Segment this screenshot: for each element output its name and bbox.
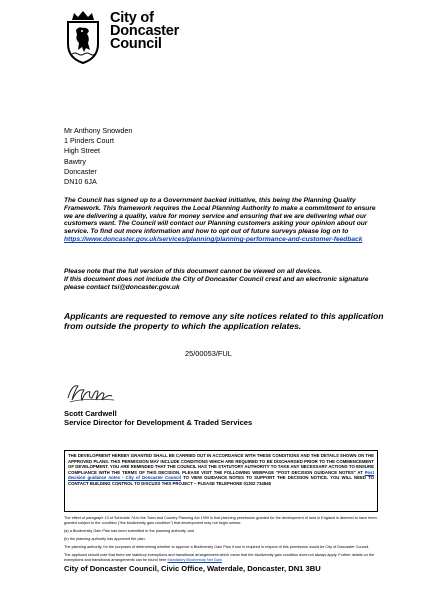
- version-note-line-1: Please note that the full version of this document cannot be viewed on all devices.: [64, 268, 322, 275]
- address-line-2: High Street: [64, 146, 100, 156]
- recipient-address: [64, 126, 132, 187]
- version-note-line-2: If this document does not include the City of Doncaster Council crest and an electronic signature please contact tsi@doncaster.gov.uk: [64, 275, 369, 291]
- bng-note-2: (a) a Biodiversity Gain Plan has been submitted to the planning authority, and: [64, 529, 194, 533]
- address-line-4: Doncaster: [64, 166, 97, 176]
- recipient-name: Mr Anthony Snowden: [64, 126, 133, 135]
- document-version-note: [64, 268, 384, 291]
- signatory-name: Scott Cardwell: [64, 409, 117, 418]
- biodiversity-net-gain-link[interactable]: Mandatory Biodiversity Net Gain: [167, 558, 222, 562]
- signatory-title: Service Director for Development & Traded Services: [64, 418, 253, 427]
- planning-feedback-link[interactable]: https://www.doncaster.gov.uk/services/planning/planning-performance-and-customer-feedback: [64, 235, 363, 243]
- council-logo: [60, 10, 260, 68]
- post-decision-guidance-link[interactable]: Post decision guidance notes - City of Doncaster Council: [68, 469, 374, 481]
- council-name-line-3: Council: [110, 36, 162, 52]
- council-name: [110, 12, 179, 51]
- signatory-block: [64, 409, 252, 427]
- council-name-line-2: Doncaster: [110, 23, 180, 39]
- council-name-line-1: City of: [110, 10, 154, 26]
- signature-image: [64, 378, 124, 406]
- conditions-text: THE DEVELOPMENT HEREBY GRANTED SHALL BE CARRIED OUT IN ACCORDANCE WITH THESE CONDITIONS AND THE DETAILS SHOWN ON THE APPROVED PLANS. THIS PERMISSION MAY INCLUDE CONDITIONS WHICH ARE REQUIRED TO BE DISCHARGED PRIOR TO THE COMMENCEMENT OF DEVELOPMENT. YOU ARE REMINDED THAT THE COUNCIL HAS THE STATUTORY AUTHORITY TO TAKE ANY NECESSARY ACTIONS TO ENSURE COMPLIANCE WITH THE TERMS OF THIS DECISION. PLEASE VISIT THE FOLLOWING WEBPAGE "POST DECISION GUIDANCE NOTES" AT: [68, 453, 374, 475]
- bng-note-3: (b) the planning authority has approved the plan.: [64, 537, 146, 541]
- biodiversity-gain-notes: [64, 516, 378, 566]
- application-reference: 25/00053/FUL: [185, 349, 232, 358]
- conditions-text-after: TO VIEW GUIDANCE NOTES TO SUPPORT THE DECISION NOTICE. YOU WILL NEED TO CONTACT BUILDING CONTROL TO DISCUSS THIS PROJECT – PLEASE TELEPHONE 01302 734848: [68, 475, 374, 486]
- bng-note-5: [64, 553, 378, 563]
- site-notice-instruction: Applicants are requested to remove any site notices related to this application from outside the property to which the application relates.: [64, 311, 384, 332]
- bng-note-5-text: The applicant should note that there are statutory exemptions and transitional arrangements which mean that the biodiversity gain condition does not always apply. Further details on the exemptions and transitional arrangements can be found here: [64, 553, 375, 562]
- bng-note-1: The effect of paragraph 13 of Schedule 7A to the Town and Country Planning Act 1990 is that planning permission granted for the development of land in England is deemed to have been granted subject to the condition ("the biodiversity gain condition") that development may not begin unless:: [64, 516, 377, 525]
- planning-quality-paragraph: [64, 197, 384, 244]
- address-postcode: DN10 6JA: [64, 177, 97, 187]
- conditions-box: [64, 450, 378, 512]
- footer-address: City of Doncaster Council, Civic Office, Waterdale, Doncaster, DN1 3BU: [64, 564, 321, 573]
- address-line-3: Bawtry: [64, 156, 86, 166]
- council-crest-icon: [60, 10, 106, 64]
- bng-note-4: The planning authority, for the purposes of determining whether to approve a Biodiversity Gain Plan if one is required in respect of this permission would be City of Doncaster Council.: [64, 545, 370, 549]
- address-line-1: 1 Pinders Court: [64, 136, 114, 146]
- planning-quality-text: The Council has signed up to a Government backed initiative, this being the Planning Quality Framework. This framework requires the Local Planning Authority to make a commitment to ensure we are delivering a quality, value for money service and ensuring that we are delivering what our customers want. The Council will contact our Planning customers asking your opinion about our service. To find out more information and how to opt out of future surveys please log on to: [64, 197, 376, 236]
